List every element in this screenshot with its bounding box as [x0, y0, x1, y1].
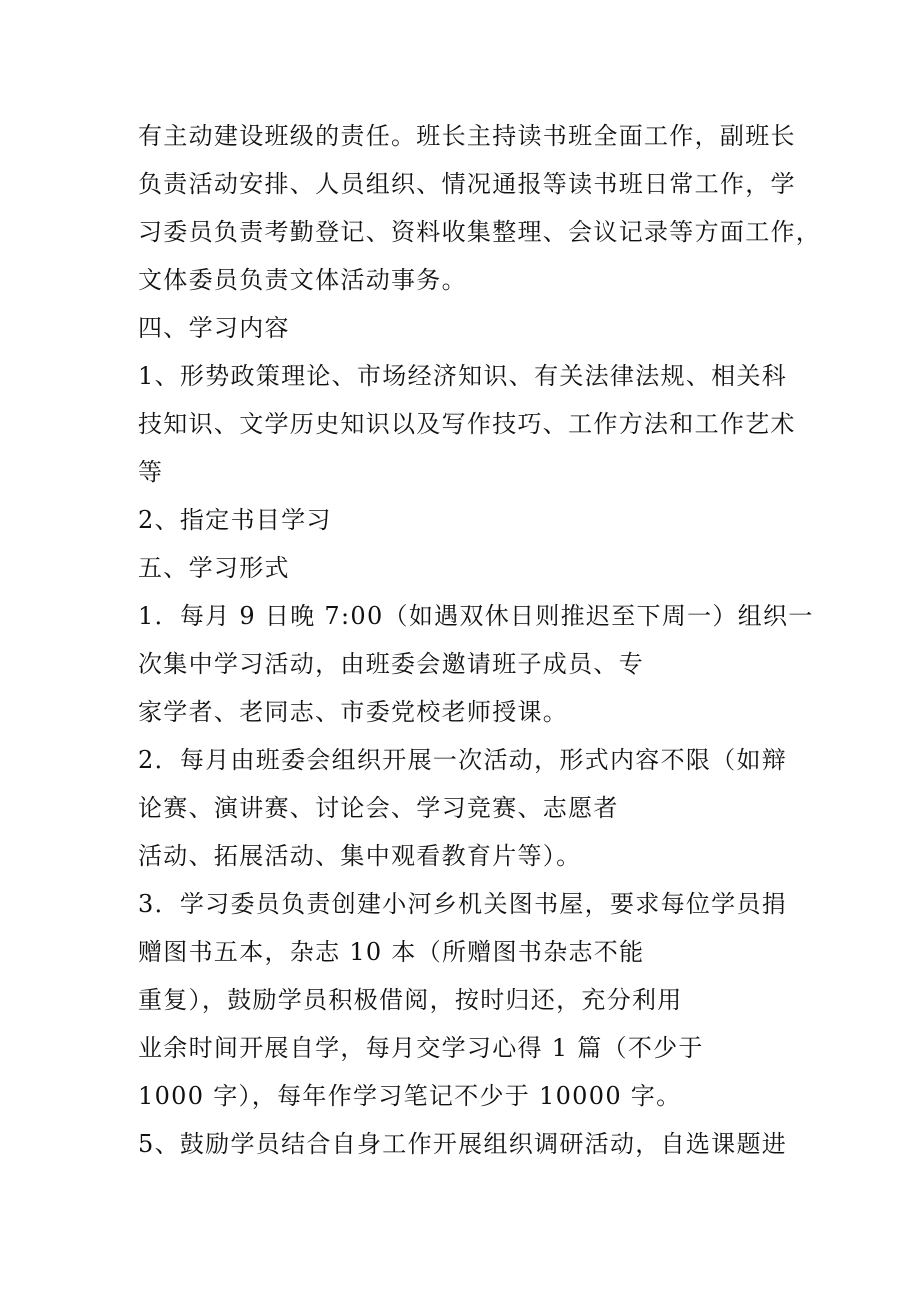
- text-line: 1、形势政策理论、市场经济知识、有关法律法规、相关科: [138, 362, 788, 390]
- text-line: 次集中学习活动，由班委会邀请班子成员、专: [138, 650, 644, 678]
- text-line: 等: [138, 458, 164, 486]
- text-line: 重复），鼓励学员积极借阅，按时归还，充分利用: [138, 986, 683, 1014]
- text-line: 有主动建设班级的责任。班长主持读书班全面工作，副班长: [138, 122, 796, 150]
- section-heading: 五、学习形式: [138, 554, 290, 582]
- section-heading: 四、学习内容: [138, 314, 290, 342]
- text-line: 论赛、演讲赛、讨论会、学习竞赛、志愿者: [138, 794, 619, 822]
- text-line: 文体委员负责文体活动事务。: [138, 266, 467, 294]
- text-line: 家学者、老同志、市委党校老师授课。: [138, 698, 569, 726]
- text-line: 1000 字），每年作学习笔记不少于 10000 字。: [138, 1082, 682, 1110]
- text-line: 5、鼓励学员结合自身工作开展组织调研活动，自选课题进: [138, 1130, 788, 1158]
- text-line: 赠图书五本，杂志 10 本（所赠图书杂志不能: [138, 938, 645, 966]
- text-line: 活动、拓展活动、集中观看教育片等）。: [138, 842, 582, 870]
- text-line: 3．学习委员负责创建小河乡机关图书屋，要求每位学员捐: [138, 890, 788, 918]
- text-line: 2．每月由班委会组织开展一次活动，形式内容不限（如辩: [138, 746, 788, 774]
- text-line: 2、指定书目学习: [138, 506, 332, 534]
- body-text: [138, 112, 822, 1168]
- text-line: 负责活动安排、人员组织、情况通报等读书班日常工作，学: [138, 170, 796, 198]
- text-line: 习委员负责考勤登记、资料收集整理、会议记录等方面工作，: [138, 218, 822, 246]
- text-line: 1．每月 9 日晚 7:00（如遇双休日则推迟至下周一）组织一: [138, 602, 814, 630]
- text-line: 业余时间开展自学，每月交学习心得 1 篇（不少于: [138, 1034, 704, 1062]
- text-line: 技知识、文学历史知识以及写作技巧、工作方法和工作艺术: [138, 410, 796, 438]
